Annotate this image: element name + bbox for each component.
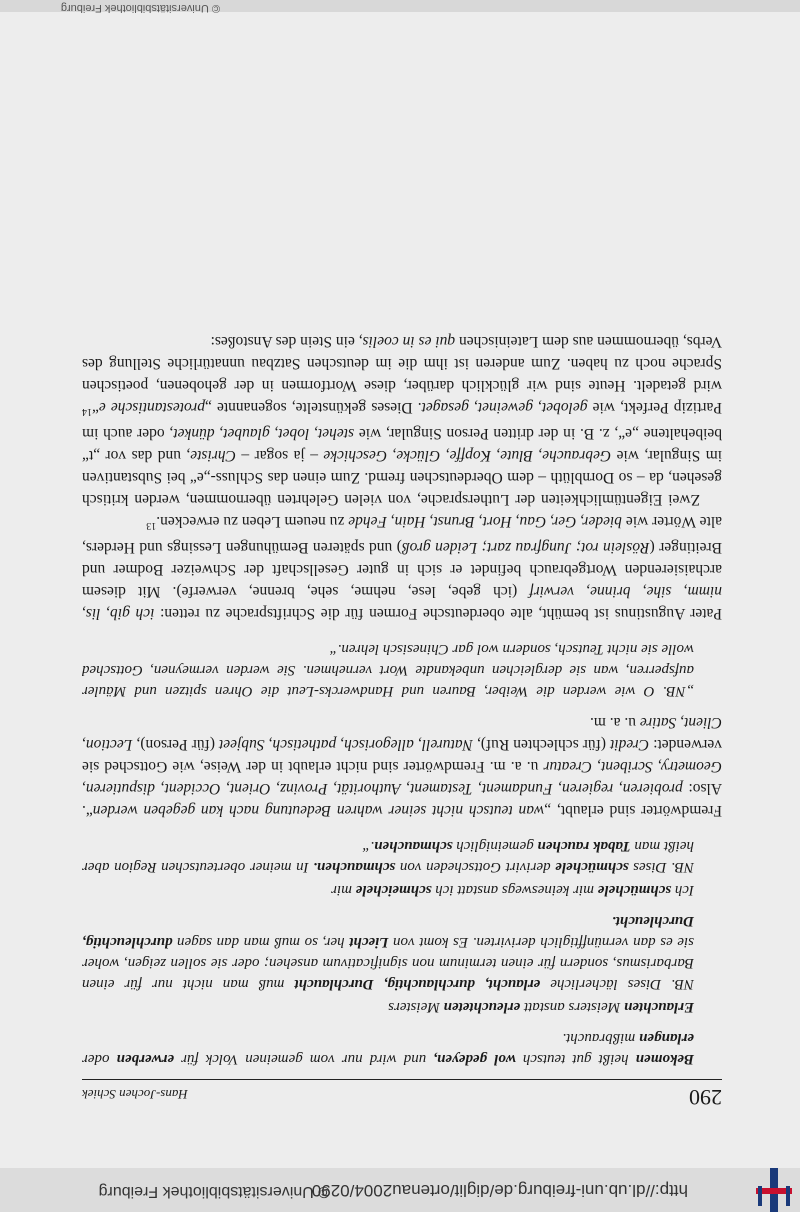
page-number: 290: [689, 1085, 722, 1110]
footnote-ref-14: 14: [82, 405, 92, 417]
footnote-ref-13: 13: [146, 520, 157, 531]
page-header: [82, 1079, 722, 1120]
source-url[interactable]: http://dl.ub.uni-freiburg.de/diglit/ortenau2004/0290: [311, 1181, 688, 1200]
quote-schmauchen: NB. Dises schmüchele derivirt Gottscheden von schmauchen. In meiner oberteutschen Region aber heißt man Tabak rauchen gemeiniglich schmauchen.“: [82, 838, 694, 875]
running-head: Hans-Jochen Schiek: [82, 1087, 188, 1102]
paragraph-fremdwoerter: Fremdwörter sind erlaubt, „wan teutsch nicht seiner wahren Bedeutung nach kan gegeben werden“. Also: probieren, regieren, Fundament, Testament, Authorität, Provinz, Orient, Occident, disputieren, Geometry, Scribent, Creatur u. a. m. Fremdwörter sind nicht erlaubt in der Weise, wie Gottsched sie verwendet: Credit (für schlechten Ruf), Naturell, allegorisch, pathetisch, Subjeet (für Person), Lection, Client, Satire u. a. m.: [82, 714, 722, 819]
viewer-bottom-strip: [0, 0, 800, 12]
paragraph-luthersprache: Zwei Eigentümlichkeiten der Luthersprache, von vielen Gelehrten übernommen, werden kritisch gesehen, da – so Dornblüth – dem Oberdeutschen fremd. Zum einen das Schluss-„e“ bei Substantiven im Singular, wie Gebrauche, Blute, Kopffe, Glücke, Geschicke – ja sogar – Christe, und das vor „t“ beibehaltene „e“, z. B. in der dritten Person Singular, wie stehet, lobet, glaubet, dünket, oder auch im Partizip Perfekt, wie gelobet, geweinet, gesaget. Dieses gekünstelte, sogenannte „protestantische e“$^{14}$ wird getadelt. Heute sind wir glücklich darüber, diese Wortformen in der gehobenen, poetischen Sprache noch zu haben. Zum anderen ist ihm die im deutschen Satzbau unnatürliche Stellung des Verbs, übernommen aus dem Lateinischen qui es in coelis, ein Stein des Anstoßes:: [82, 332, 722, 508]
book-page: [82, 330, 722, 1140]
quote-erlauchten: Erlauchten Meisters anstatt erleuchteten Meisters: [388, 999, 694, 1015]
quote-weiber: „NB. O wie werden die Weiber, Bauren und Handwercks-Leut die Ohren spitzen und Mäuler aufsperren, wan sie dergleichen unbekandte Wort vernehmen. Sie werden vermeynen, Gottsched wolle sie nicht Teutsch, sondern wol gar Chinesisch lehren.“: [82, 641, 694, 699]
quote-durchlaucht: NB. Dises lächerliche erlaucht, durchlauchtig, Durchlaucht muß man nicht nur für einen Barbarismus, sondern für einen terminum non significativum ansehen; oder sie sollen zeigen, woher sie es dan vernünfftiglich derivirten. Es komt von Liecht her, so muß man dan sagen durchleuchtig, Durchleucht.: [81, 913, 694, 992]
paragraph-augustinus: Pater Augustinus ist bemüht, alte oberdeutsche Formen für die Schriftsprache zu retten: ich gib, lis, nimm, sihe, brinne, verwirf (ich gebe, lese, nehme, sehe, brenne, verwerfe). Mit diesem archaisierenden Wortgebrauch befindet er sich in guter Gesellschaft der Schweizer Bodmer und Breitinger (Röslein rot; Jungfrau zart; Leiden groß) und späteren Bemühungen Lessings und Herders, alte Wörter wie bieder, Ger, Gau, Hort, Brunst, Hain, Fehde zu neuem Leben zu erwecken.$^{13}$: [81, 512, 722, 622]
bottom-copyright-notice: © Universitätsbibliothek Freiburg: [60, 2, 220, 14]
copyright-notice: © Universitätsbibliothek Freiburg: [98, 1183, 330, 1200]
quote-bekomen: Bekomen heißt gut teutsch wol gedeyen, und wird nur vom gemeinen Volck für erwerben oder erlangen mißbraucht.: [82, 1030, 694, 1067]
library-logo-icon: [752, 1168, 800, 1212]
quote-schmuechele: Ich schmüchele mir keineswegs anstatt ich schmeichele mir: [331, 882, 694, 898]
viewer-top-strip: [0, 1168, 800, 1212]
